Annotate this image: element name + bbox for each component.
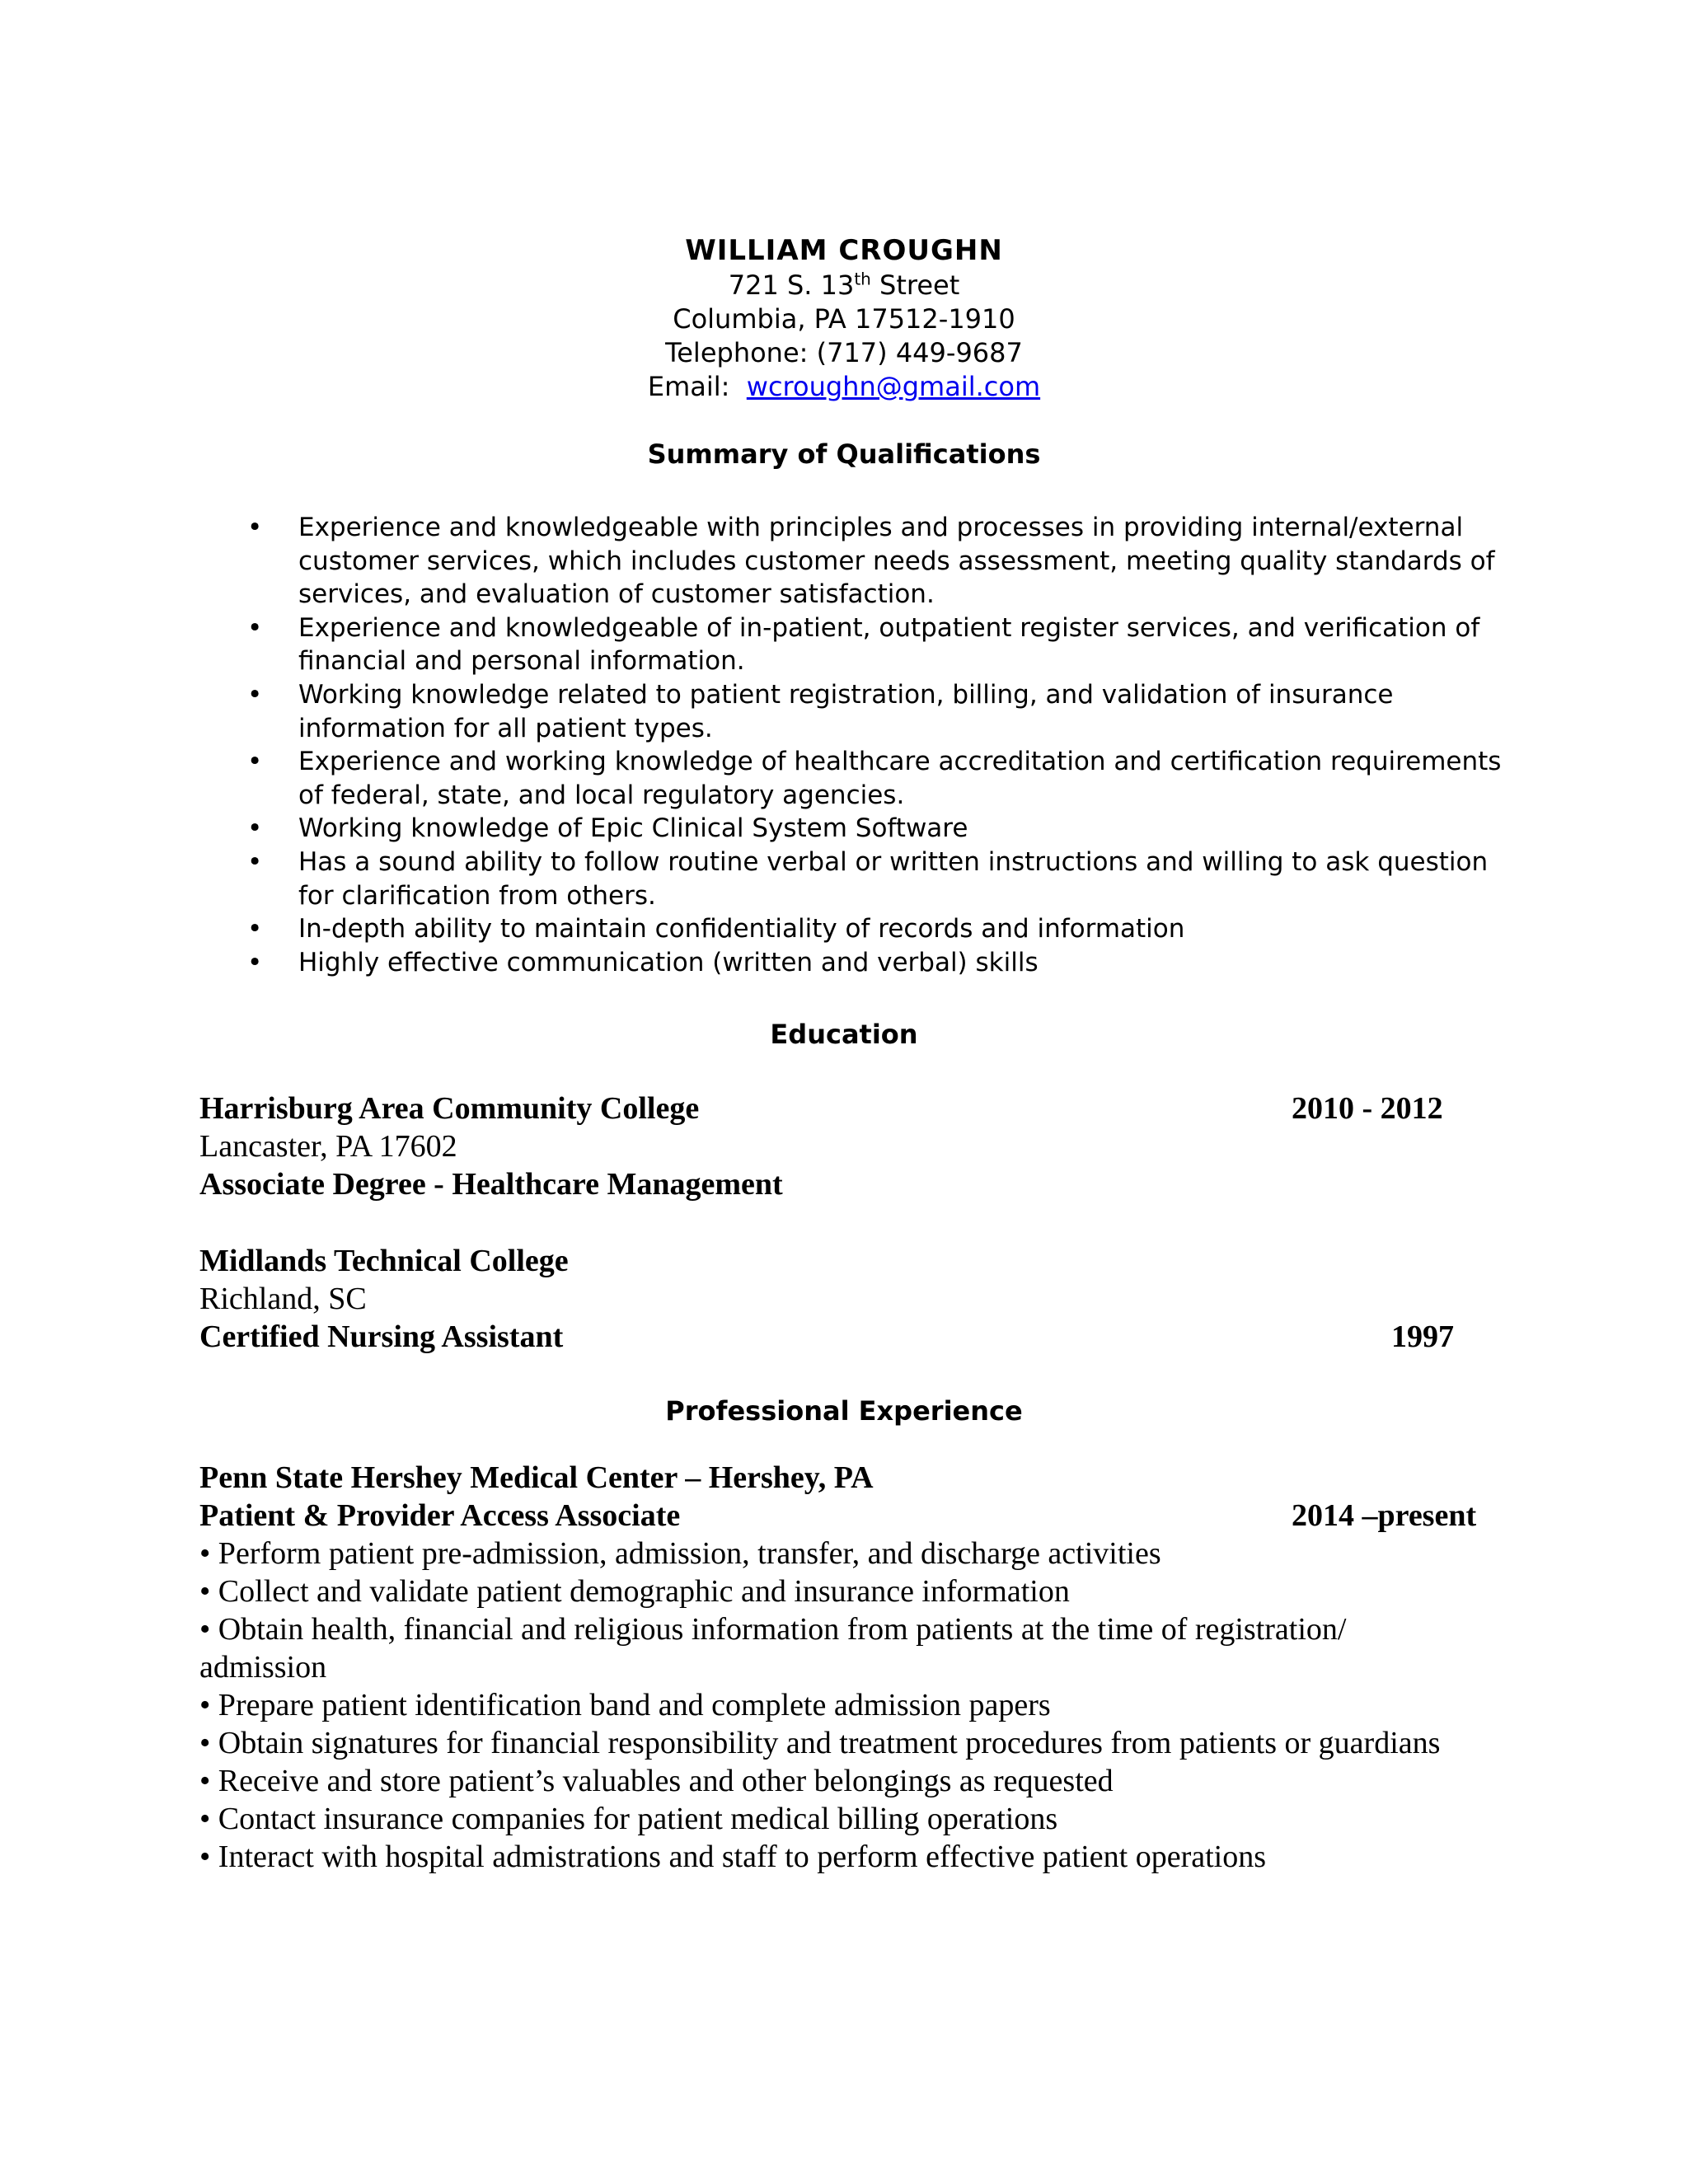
telephone-line: Telephone: (717) 449-9687 [665, 337, 1023, 368]
qualification-text: Experience and knowledgeable of in-patient, outpatient register services, and verification of financial and personal information. [298, 612, 1480, 677]
school-name: Midlands Technical College [199, 1244, 569, 1278]
job-title: Patient & Provider Access Associate [199, 1498, 681, 1533]
candidate-name: WILLIAM CROUGHN [685, 234, 1003, 267]
qualification-text: In-depth ability to maintain confidentiality of records and information [298, 914, 1185, 944]
contact-header [0, 232, 1688, 404]
duty-item: • Receive and store patient’s valuables and other belongings as requested [199, 1764, 1114, 1798]
qualification-item [247, 511, 1517, 612]
qualification-text: Experience and working knowledge of healthcare accreditation and certification requirements of federal, state, and local regulatory agencies. [298, 747, 1502, 810]
qualification-text: Working knowledge of Epic Clinical System Software [298, 813, 968, 844]
school-name: Harrisburg Area Community College [199, 1091, 700, 1126]
experience-heading: Professional Experience [665, 1395, 1023, 1427]
duty-item: • Prepare patient identification band and complete admission papers [199, 1688, 1051, 1722]
school-location: Lancaster, PA 17602 [199, 1129, 457, 1164]
email-label: Email: [647, 371, 730, 402]
education-heading: Education [770, 1019, 918, 1050]
school-row [199, 1090, 1502, 1127]
qualification-text: Has a sound ability to follow routine verbal or written instructions and willing to ask question for clarification from others. [298, 846, 1489, 911]
email-line [0, 370, 1688, 404]
bullet-glyph: • [247, 747, 263, 777]
school-dates: 2010 - 2012 [1292, 1091, 1443, 1126]
bullet-glyph: • [247, 846, 263, 877]
bullet-glyph: • [247, 612, 263, 643]
email-link[interactable]: wcroughn@gmail.com [746, 371, 1041, 402]
education-entry [199, 1090, 1502, 1203]
qualification-item [247, 912, 1517, 946]
qualification-item [247, 946, 1517, 980]
employer-name: Penn State Hershey Medical Center – Hershey, PA [199, 1460, 874, 1495]
qualification-item [247, 612, 1517, 678]
address-street: Street [870, 269, 960, 301]
duty-item: • Perform patient pre-admission, admission, transfer, and discharge activities [199, 1536, 1161, 1571]
bullet-glyph: • [247, 813, 263, 844]
bullet-glyph: • [247, 914, 263, 944]
duty-item: • Obtain signatures for financial responsibility and treatment procedures from patients or guardians [199, 1726, 1441, 1760]
job-title-row [199, 1497, 1502, 1535]
qualification-text: Highly effective communication (written and verbal) skills [298, 947, 1039, 977]
address-number: 721 S. 13 [728, 269, 855, 301]
summary-heading: Summary of Qualifications [647, 438, 1041, 470]
school-credential: Certified Nursing Assistant [199, 1319, 564, 1354]
duty-item: • Contact insurance companies for patient medical billing operations [199, 1802, 1058, 1836]
duty-item: • Collect and validate patient demographic and insurance information [199, 1574, 1070, 1609]
qualifications-list [247, 511, 1517, 979]
qualification-item [247, 812, 1517, 846]
experience-duties-list [199, 1535, 1452, 1876]
school-credential: Associate Degree - Healthcare Management [199, 1167, 783, 1202]
qualification-item [247, 678, 1517, 745]
qualification-item [247, 846, 1517, 912]
school-dates: 1997 [1391, 1319, 1454, 1354]
duty-item: • Obtain health, financial and religious information from patients at the time of registration/ admission [199, 1612, 1347, 1685]
qualification-text: Experience and knowledgeable with principles and processes in providing internal/external customer services, which includes customer needs assessment, meeting quality standards of services, and evaluation of customer satisfaction. [298, 513, 1495, 610]
duty-item: • Interact with hospital admistrations and staff to perform effective patient operations [199, 1840, 1267, 1874]
school-row [199, 1318, 1502, 1356]
education-entry [199, 1242, 1502, 1356]
qualification-text: Working knowledge related to patient registration, billing, and validation of insurance information for all patient types. [298, 679, 1394, 743]
address-line [0, 269, 1688, 302]
bullet-glyph: • [247, 947, 263, 977]
job-dates: 2014 –present [1292, 1498, 1477, 1533]
bullet-glyph: • [247, 513, 263, 542]
experience-entry [199, 1459, 1502, 1535]
address-ordinal: th [854, 269, 871, 289]
school-location: Richland, SC [199, 1282, 367, 1316]
bullet-glyph: • [247, 679, 263, 710]
city-line: Columbia, PA 17512-1910 [673, 303, 1015, 335]
qualification-item [247, 745, 1517, 812]
